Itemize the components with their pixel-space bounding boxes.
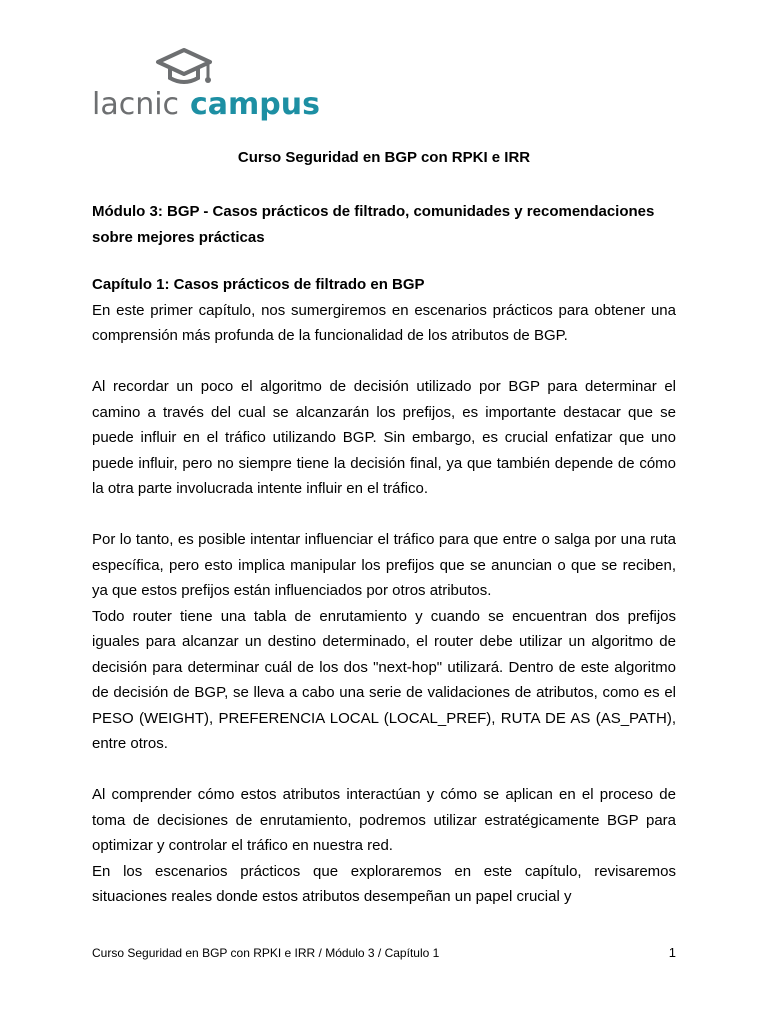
logo-word-right: campus — [190, 87, 320, 122]
logo-word-left: lacnic — [92, 87, 180, 122]
document-body — [92, 272, 676, 910]
paragraph: Al recordar un poco el algoritmo de decisión utilizado por BGP para determinar el camino a través del cual se alcanzarán los prefijos, es importante destacar que se puede influir en el tráfico utilizando BGP. Sin embargo, es crucial enfatizar que uno puede influir, pero no siempre tiene la decisión final, ya que también depende de cómo la otra parte involucrada intente influir en el tráfico. — [92, 378, 676, 497]
paragraph: Al comprender cómo estos atributos interactúan y cómo se aplican en el proceso de toma de decisiones de enrutamiento, podremos utilizar estratégicamente BGP para optimizar y controlar el tráfico en nuestra red. — [92, 786, 676, 854]
module-title: Módulo 3: BGP - Casos prácticos de filtrado, comunidades y recomendaciones sobre mejores prácticas — [92, 203, 655, 246]
page-number: 1 — [668, 945, 676, 960]
paragraph: En este primer capítulo, nos sumergiremos en escenarios prácticos para obtener una comprensión más profunda de la funcionalidad de los atributos de BGP. — [92, 301, 676, 344]
graduation-cap-icon — [92, 44, 320, 122]
paragraph: En los escenarios prácticos que exploraremos en este capítulo, revisaremos situaciones reales donde estos atributos desempeñan un papel crucial y — [92, 862, 676, 905]
paragraph: Todo router tiene una tabla de enrutamiento y cuando se encuentran dos prefijos iguales para alcanzar un destino determinado, el router debe utilizar un algoritmo de decisión para determinar cuál de los dos "next-hop" utilizará. Dentro de este algoritmo de decisión de BGP, se lleva a cabo una serie de validaciones de atributos, como es el PESO (WEIGHT), PREFERENCIA LOCAL (LOCAL_PREF), RUTA DE AS (AS_PATH), entre otros. — [92, 607, 676, 752]
paragraph: Por lo tanto, es posible intentar influenciar el tráfico para que entre o salga por una ruta específica, pero esto implica manipular los prefijos que se anuncian o que se reciben, ya que estos prefijos están influenciados por otros atributos. — [92, 531, 676, 599]
footer-text: Curso Seguridad en BGP con RPKI e IRR / Módulo 3 / Capítulo 1 — [92, 946, 440, 960]
document-title: Curso Seguridad en BGP con RPKI e IRR — [237, 149, 531, 166]
lacnic-campus-logo — [92, 44, 320, 122]
page-footer — [92, 945, 676, 961]
chapter-title: Capítulo 1: Casos prácticos de filtrado en BGP — [92, 276, 425, 293]
